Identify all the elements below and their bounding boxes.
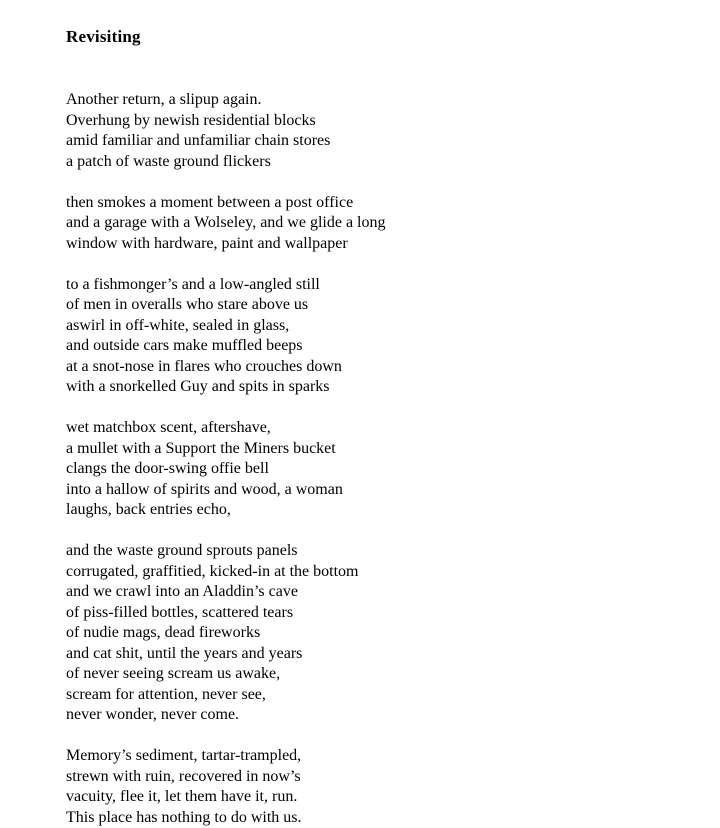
- poem-title: Revisiting: [66, 27, 141, 46]
- poem-stanza: [66, 746, 666, 828]
- poem-line: aswirl in off-white, sealed in glass,: [66, 316, 290, 334]
- poem-stanza: [66, 90, 666, 172]
- poem-line: and a garage with a Wolseley, and we glide a long: [66, 214, 386, 231]
- poem-stanza: [66, 418, 666, 521]
- poem-line: to a fishmonger’s and a low-angled still: [66, 275, 320, 293]
- poem-stanza: [66, 541, 666, 726]
- poem-stanza: [66, 275, 666, 398]
- poem-line: vacuity, flee it, let them have it, run.: [66, 788, 298, 805]
- poem-line: wet matchbox scent, aftershave,: [66, 419, 271, 436]
- poem-body: [66, 90, 666, 828]
- poem-line: of piss-filled bottles, scattered tears: [66, 603, 294, 621]
- poem-line: and outside cars make muffled beeps: [66, 337, 303, 354]
- poem-line: This place has nothing to do with us.: [66, 808, 302, 826]
- poem-line: clangs the door-swing offie bell: [66, 460, 269, 477]
- poem-line: scream for attention, never see,: [66, 685, 266, 703]
- poem-line: of never seeing scream us awake,: [66, 665, 281, 682]
- poem-line: and cat shit, until the years and years: [66, 644, 303, 662]
- poem-line: corrugated, graffitied, kicked-in at the bottom: [66, 562, 359, 580]
- poem-line: a mullet with a Support the Miners bucket: [66, 439, 336, 457]
- poem-line: of nudie mags, dead fireworks: [66, 624, 261, 641]
- poem-line: into a hallow of spirits and wood, a woman: [66, 480, 343, 498]
- poem-line: a patch of waste ground flickers: [66, 152, 271, 170]
- poem-line: Overhung by newish residential blocks: [66, 111, 316, 129]
- poem-line: laughs, back entries echo,: [66, 501, 231, 518]
- poem-line: Another return, a slipup again.: [66, 91, 262, 108]
- poem-line: and the waste ground sprouts panels: [66, 542, 298, 559]
- poem-line: at a snot-nose in flares who crouches down: [66, 357, 342, 375]
- poem-line: Memory’s sediment, tartar-trampled,: [66, 747, 302, 764]
- poem-line: and we crawl into an Aladdin’s cave: [66, 583, 298, 600]
- poem-line: amid familiar and unfamiliar chain stores: [66, 132, 331, 149]
- poem-line: strewn with ruin, recovered in now’s: [66, 767, 301, 785]
- poem-line: of men in overalls who stare above us: [66, 296, 309, 313]
- poem-stanza: [66, 193, 666, 255]
- poem-line: with a snorkelled Guy and spits in sparks: [66, 378, 330, 395]
- poem-line: never wonder, never come.: [66, 706, 240, 723]
- poem-container: [66, 27, 666, 828]
- poem-line: then smokes a moment between a post office: [66, 193, 354, 211]
- poem-line: window with hardware, paint and wallpaper: [66, 234, 348, 252]
